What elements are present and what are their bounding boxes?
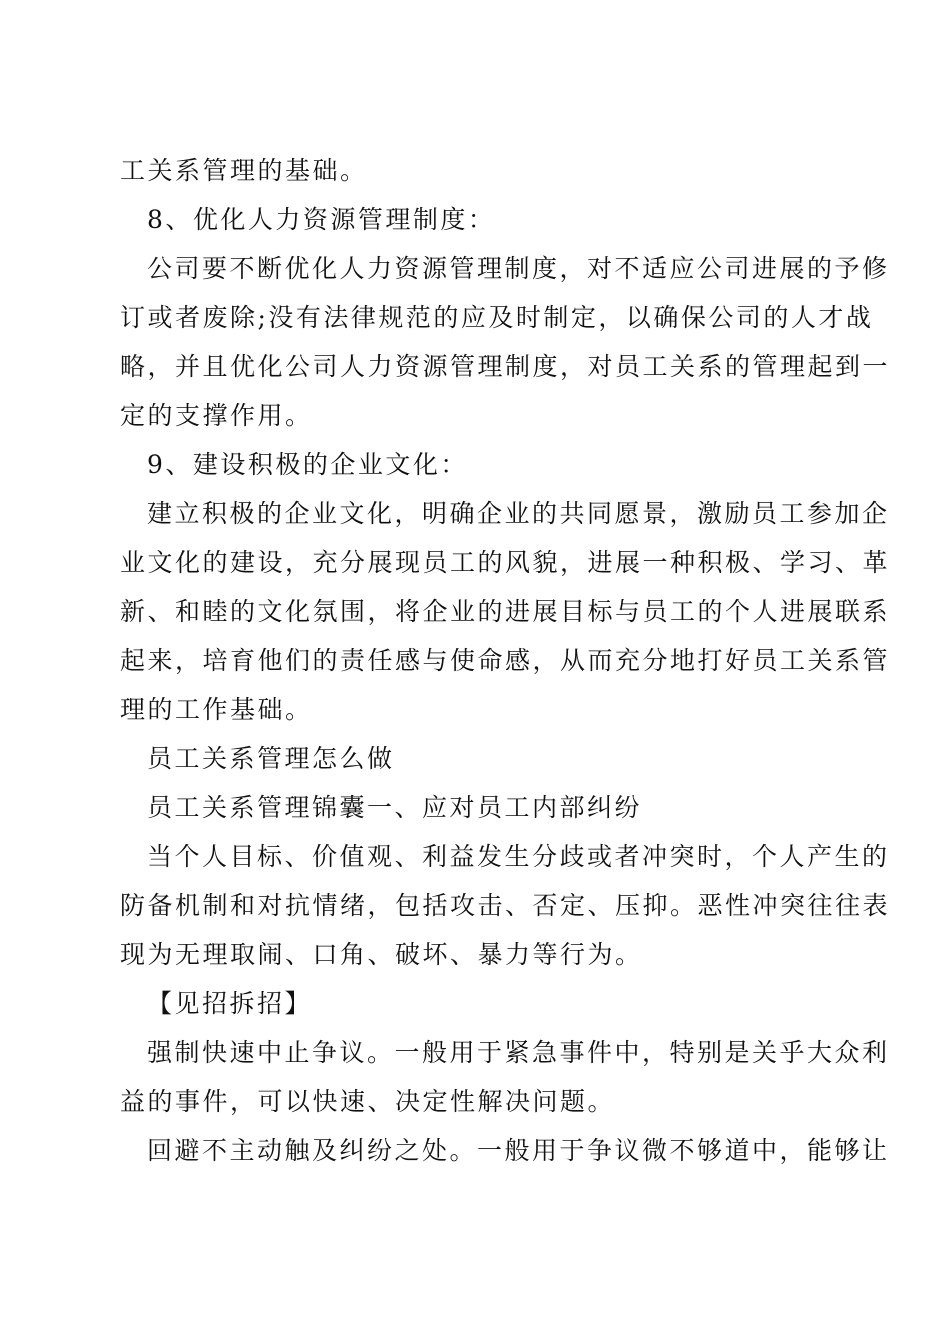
text-line-4: 订或者废除;没有法律规范的应及时制定，以确保公司的人才战 xyxy=(120,303,874,332)
section-heading-8: 8、优化人力资源管理制度： xyxy=(147,205,496,234)
text-line-3: 公司要不断优化人力资源管理制度，对不适应公司进展的予修 xyxy=(147,254,890,283)
body-text xyxy=(120,146,891,1175)
text-line-16: 防备机制和对抗情绪，包括攻击、否定、压抑。恶性冲突往往表 xyxy=(120,891,891,920)
section-heading-tip-1: 员工关系管理锦囊一、应对员工内部纠纷 xyxy=(147,793,643,822)
text-line-21: 回避不主动触及纠纷之处。一般用于争议微不够道中，能够让 xyxy=(147,1136,890,1165)
text-line-1: 工关系管理的基础。 xyxy=(120,156,368,185)
bracket-heading: 【见招拆招】 xyxy=(147,989,313,1018)
text-line-6: 定的支撑作用。 xyxy=(120,401,313,430)
section-heading-9: 9、建设积极的企业文化： xyxy=(147,450,468,479)
text-line-17: 现为无理取闹、口角、破坏、暴力等行为。 xyxy=(120,940,643,969)
text-line-12: 理的工作基础。 xyxy=(120,695,313,724)
text-line-10: 新、和睦的文化氛围，将企业的进展目标与员工的个人进展联系 xyxy=(120,597,891,626)
text-line-9: 业文化的建设，充分展现员工的风貌，进展一种积极、学习、革 xyxy=(120,548,891,577)
text-line-15: 当个人目标、价值观、利益发生分歧或者冲突时，个人产生的 xyxy=(147,842,890,871)
text-line-5: 略，并且优化公司人力资源管理制度，对员工关系的管理起到一 xyxy=(120,352,891,381)
text-line-11: 起来，培育他们的责任感与使命感，从而充分地打好员工关系管 xyxy=(120,646,891,675)
text-line-20: 益的事件，可以快速、决定性解决问题。 xyxy=(120,1087,616,1116)
text-line-19: 强制快速中止争议。一般用于紧急事件中，特别是关乎大众利 xyxy=(147,1038,890,1067)
section-heading-how-to: 员工关系管理怎么做 xyxy=(147,744,395,773)
text-line-8: 建立积极的企业文化，明确企业的共同愿景，激励员工参加企 xyxy=(147,499,890,528)
